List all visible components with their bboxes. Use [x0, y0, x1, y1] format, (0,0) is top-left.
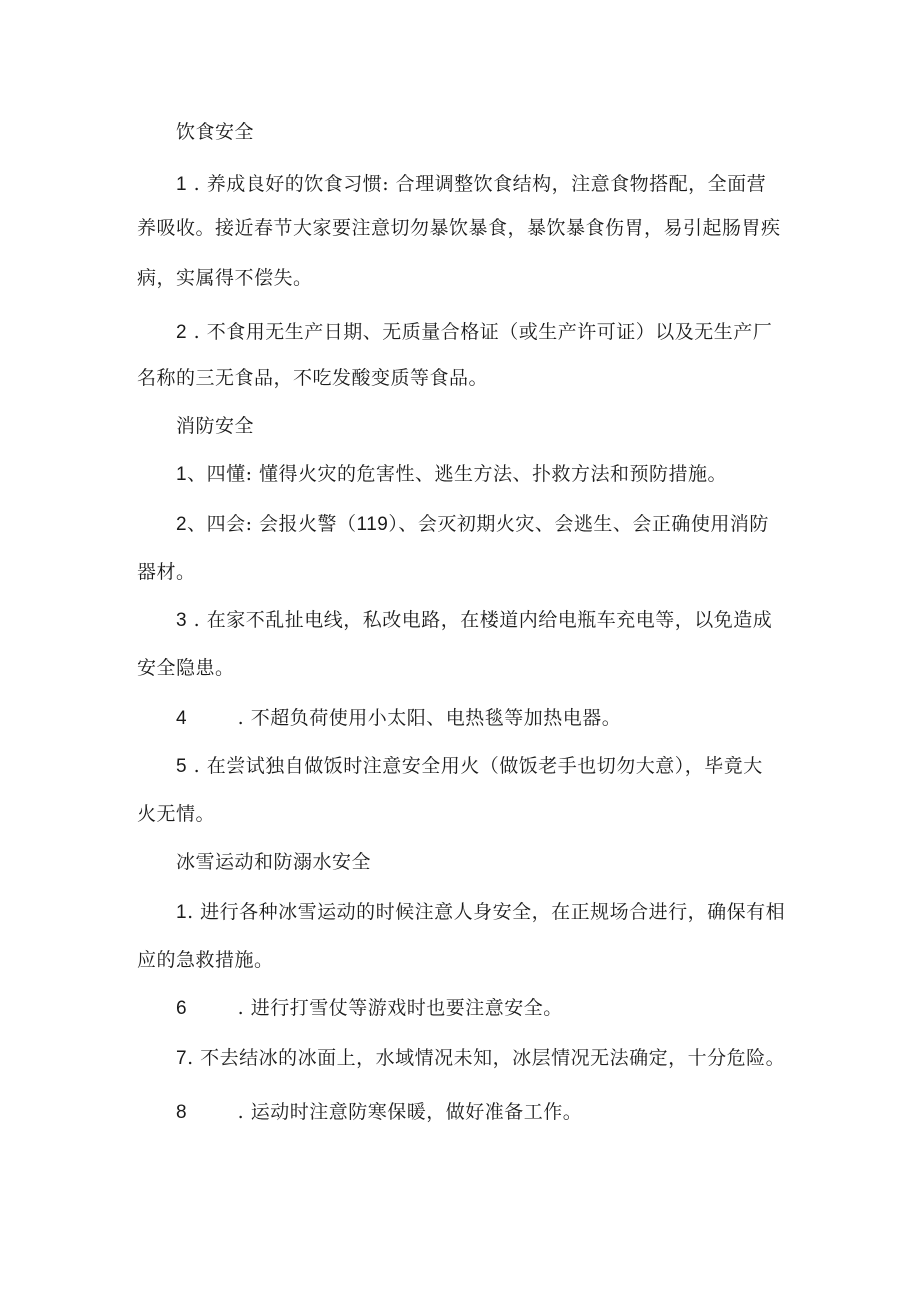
section-heading-fire: 消防安全 [176, 415, 255, 437]
item-number: 5 [176, 756, 188, 777]
item-text: . 养成良好的饮食习惯: 合理调整饮食结构，注意食物搭配，全面营 [187, 173, 767, 195]
item-number: 6 [176, 998, 188, 1019]
item-text: . 不去结冰的冰面上，水域情况未知，冰层情况无法确定，十分危险。 [187, 1047, 786, 1069]
item-text: 、四懂: 懂得火灾的危害性、逃生方法、扑救方法和预防措施。 [187, 463, 728, 485]
item-number: 8 [176, 1102, 188, 1123]
diet-item-1-line-1 [176, 172, 766, 197]
fire-item-4-line-1 [176, 706, 621, 731]
item-number: 1 [176, 174, 188, 195]
item-text: . 不食用无生产日期、无质量合格证（或生产许可证）以及无生产厂 [187, 321, 773, 343]
section-heading-ice-water: 冰雪运动和防溺水安全 [176, 851, 372, 873]
item-text: 、四会: 会报火警（ [187, 513, 357, 535]
item-text: . 不超负荷使用小太阳、电热毯等加热电器。 [231, 707, 622, 729]
item-text: . 在尝试独自做饭时注意安全用火（做饭老手也切勿大意），毕竟大 [187, 755, 763, 777]
diet-item-2-line-1 [176, 320, 772, 345]
ice-item-1-line-1 [176, 900, 785, 925]
item-number: 3 [176, 610, 188, 631]
item-text: ）、会灭初期火灾、会逃生、会正确使用消防 [388, 513, 769, 535]
item-number: 7 [176, 1048, 188, 1069]
item-text: . 进行打雪仗等游戏时也要注意安全。 [231, 997, 563, 1019]
diet-item-1-line-2: 养吸收。接近春节大家要注意切勿暴饮暴食，暴饮暴食伤胃，易引起肠胃疾 [137, 217, 781, 239]
ice-item-3-line-1 [176, 1046, 785, 1071]
fire-item-5-line-2: 火无情。 [137, 803, 216, 825]
ice-item-2-line-1 [176, 996, 563, 1021]
ice-item-1-line-2: 应的急救措施。 [137, 949, 274, 971]
fire-item-3-line-1 [176, 608, 772, 633]
item-text: . 在家不乱扯电线，私改电路，在楼道内给电瓶车充电等，以免造成 [187, 609, 773, 631]
diet-item-1-line-3: 病，实属得不偿失。 [137, 267, 313, 289]
fire-item-2-line-2: 器材。 [137, 561, 196, 583]
phone-number: 119 [356, 514, 389, 535]
fire-item-1-line-1 [176, 462, 727, 487]
section-heading-diet: 饮食安全 [176, 121, 255, 143]
item-number: 2 [176, 514, 188, 535]
item-number: 4 [176, 708, 188, 729]
item-text: . 运动时注意防寒保暖，做好准备工作。 [231, 1101, 583, 1123]
fire-item-5-line-1 [176, 754, 763, 779]
fire-item-2-line-1 [176, 512, 769, 537]
item-number: 2 [176, 322, 188, 343]
item-number: 1 [176, 902, 188, 923]
item-text: . 进行各种冰雪运动的时候注意人身安全，在正规场合进行，确保有相 [187, 901, 786, 923]
item-number: 1 [176, 464, 188, 485]
fire-item-3-line-2: 安全隐患。 [137, 657, 235, 679]
diet-item-2-line-2: 名称的三无食品，不吃发酸变质等食品。 [137, 367, 489, 389]
ice-item-4-line-1 [176, 1100, 582, 1125]
